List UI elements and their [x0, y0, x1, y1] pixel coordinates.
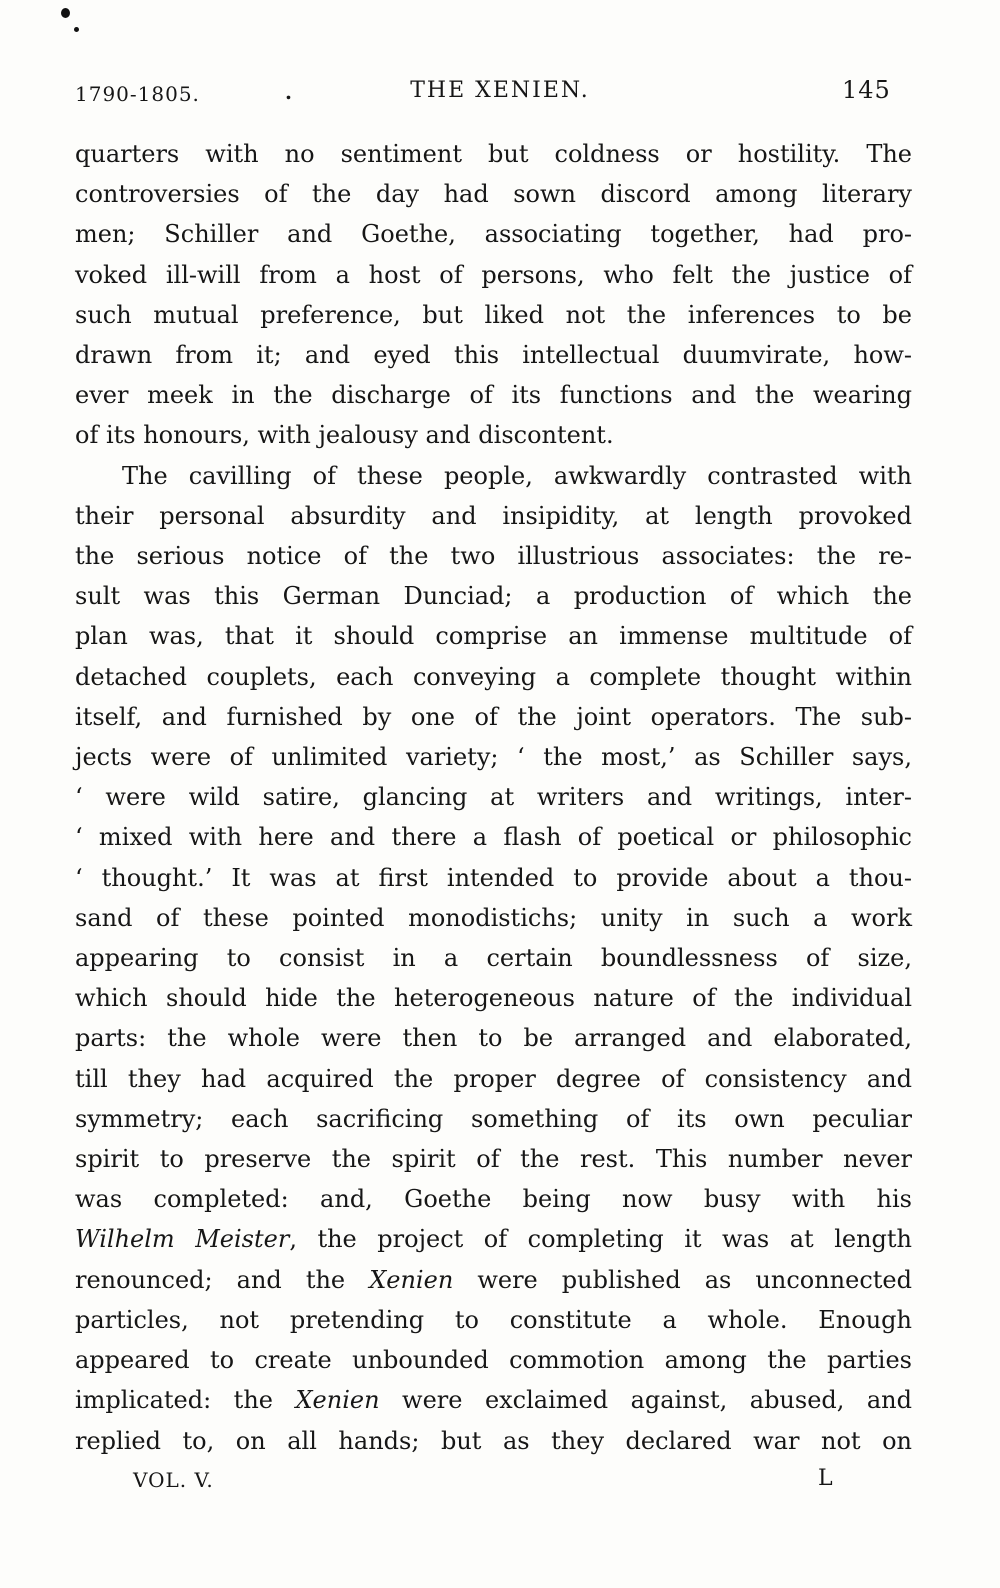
text-line: their personal absurdity and insipidity, at length provoked: [75, 501, 912, 530]
text-line: sult was this German Dunciad; a production of which the: [75, 582, 912, 611]
header-mark: .: [285, 80, 292, 104]
text-line: controversies of the day had sown discord among literary: [75, 180, 912, 209]
text-line: parts: the whole were then to be arranged and elaborated,: [75, 1024, 912, 1053]
text-line: appeared to create unbounded commotion among the parties: [75, 1346, 912, 1375]
footer-signature-mark: L: [818, 1466, 833, 1491]
text-line: voked ill-will from a host of persons, who felt the justice of: [75, 260, 912, 289]
running-title: THE XENIEN.: [410, 78, 590, 103]
text-line: renounced; and the Xenien were published as unconnected: [75, 1265, 912, 1294]
italic-text: Wilhelm Meister: [75, 1225, 290, 1254]
text-line: quarters with no sentiment but coldness or hostility. The: [75, 140, 912, 168]
scan-artifact: [74, 27, 79, 32]
text-line: implicated: the Xenien were exclaimed against, abused, and: [75, 1386, 913, 1415]
text-line: ‘ were wild satire, glancing at writers and writings, inter-: [75, 783, 912, 812]
text-line: particles, not pretending to constitute a whole. Enough: [75, 1305, 912, 1334]
italic-text: Xenien: [295, 1386, 380, 1415]
header-date-range: 1790-1805.: [75, 82, 200, 106]
text-line: ‘ thought.’ It was at first intended to provide about a thou-: [75, 863, 912, 892]
text-line: symmetry; each sacrificing something of its own peculiar: [75, 1104, 912, 1133]
italic-text: Xenien: [369, 1265, 454, 1294]
text-line: The cavilling of these people, awkwardly contrasted with: [122, 461, 912, 490]
text-line: drawn from it; and eyed this intellectual duumvirate, how-: [75, 341, 912, 370]
text-line: replied to, on all hands; but as they declared war not on: [75, 1426, 912, 1455]
text-line: itself, and furnished by one of the joint operators. The sub-: [75, 702, 912, 731]
text-line: sand of these pointed monodistichs; unity in such a work: [75, 903, 912, 932]
text-line: ever meek in the discharge of its functions and the wearing: [75, 381, 912, 410]
footer-volume-label: VOL. V.: [133, 1468, 214, 1492]
page-number: 145: [842, 76, 891, 104]
page-body: [75, 134, 912, 1461]
text-line: Wilhelm Meister, the project of completing it was at length: [75, 1225, 912, 1254]
text-line: such mutual preference, but liked not the inferences to be: [75, 300, 912, 329]
text-line: the serious notice of the two illustrious associates: the re-: [75, 542, 912, 571]
text-line: which should hide the heterogeneous nature of the individual: [75, 984, 912, 1013]
text-line: appearing to consist in a certain boundlessness of size,: [75, 944, 912, 973]
text-line: men; Schiller and Goethe, associating together, had pro-: [75, 220, 912, 249]
text-line: ‘ mixed with here and there a flash of poetical or philosophic: [75, 823, 912, 852]
text-line: spirit to preserve the spirit of the rest. This number never: [75, 1145, 912, 1174]
text-line: detached couplets, each conveying a complete thought within: [75, 662, 912, 691]
text-line: till they had acquired the proper degree of consistency and: [75, 1064, 912, 1093]
text-line: was completed: and, Goethe being now busy with his: [75, 1185, 912, 1214]
text-line: jects were of unlimited variety; ‘ the most,’ as Schiller says,: [75, 743, 912, 772]
scan-artifact: [61, 8, 70, 18]
text-line: of its honours, with jealousy and discontent.: [75, 421, 614, 450]
text-line: plan was, that it should comprise an immense multitude of: [75, 622, 912, 651]
